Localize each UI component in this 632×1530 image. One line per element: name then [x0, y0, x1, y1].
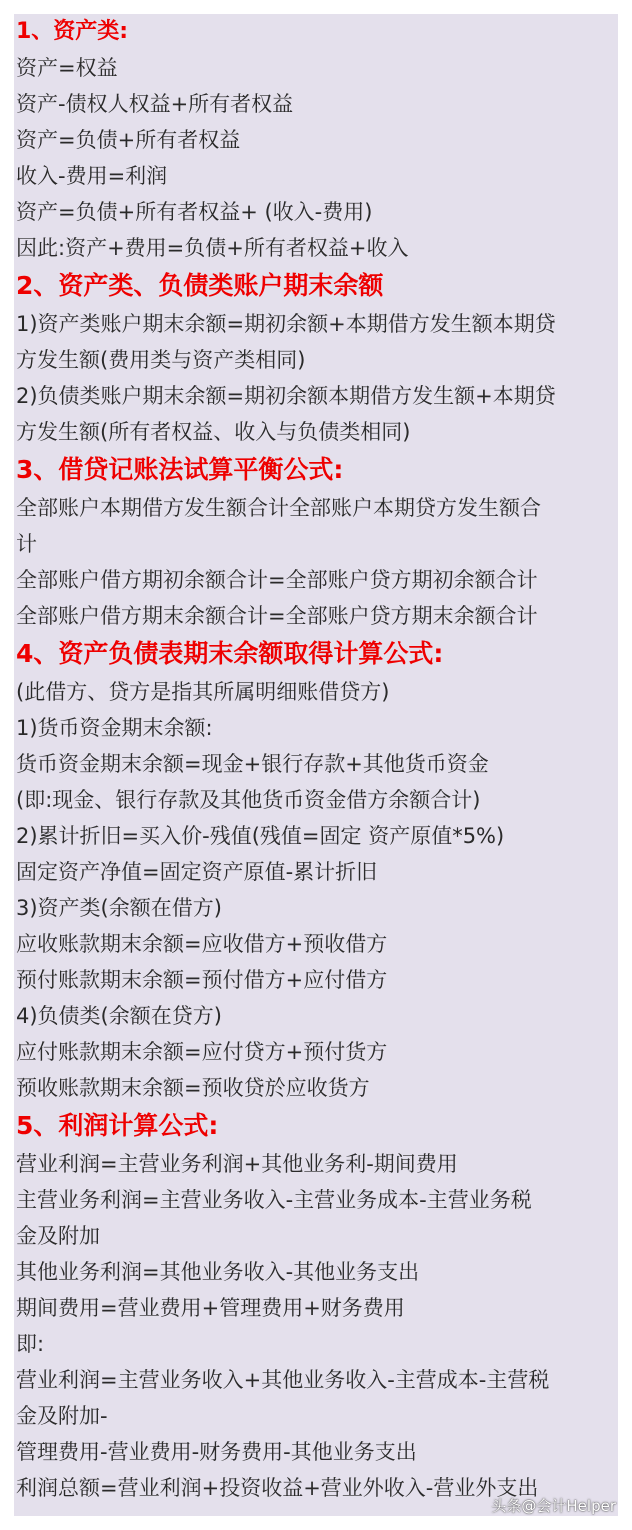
text-line: 即:	[16, 1332, 45, 1356]
text-line: 管理费用-营业费用-财务费用-其他业务支出	[16, 1440, 417, 1464]
text-line: 预收账款期末余额=预收贷於应收货方	[16, 1076, 370, 1100]
text-line: 3)资产类(余额在借方)	[16, 896, 222, 920]
text-line: 方发生额(费用类与资产类相同)	[16, 348, 306, 372]
text-line: (即:现金、银行存款及其他货币资金借方余额合计)	[16, 788, 481, 812]
text-line: 应付账款期末余额=应付贷方+预付货方	[16, 1040, 388, 1064]
section-heading: 2、资产类、负债类账户期末余额	[16, 271, 384, 300]
text-line: 2)负债类账户期末余额=期初余额本期借方发生额+本期贷	[16, 384, 556, 408]
section-heading: 5、利润计算公式:	[16, 1111, 219, 1140]
section-heading: 1、资产类:	[16, 19, 129, 44]
text-line: 营业利润=主营业务收入+其他业务收入-主营成本-主营税	[16, 1368, 550, 1392]
text-line: 利润总额=营业利润+投资收益+营业外收入-营业外支出	[16, 1476, 539, 1500]
text-line: 全部账户借方期初余额合计=全部账户贷方期初余额合计	[16, 568, 538, 592]
text-line: 资产=负债+所有者权益	[16, 128, 241, 152]
formula-panel	[14, 14, 618, 1516]
watermark: 头条@会计Helper	[491, 1497, 616, 1515]
text-line: 因此:资产+费用=负债+所有者权益+收入	[16, 236, 409, 260]
text-line: 预付账款期末余额=预付借方+应付借方	[16, 968, 388, 992]
formula-text-block	[14, 14, 618, 1506]
text-line: 方发生额(所有者权益、收入与负债类相同)	[16, 420, 411, 444]
text-line: 货币资金期末余额=现金+银行存款+其他货币资金	[16, 752, 489, 776]
text-line: 全部账户借方期末余额合计=全部账户贷方期末余额合计	[16, 604, 538, 628]
text-line: (此借方、贷方是指其所属明细账借贷方)	[16, 680, 390, 704]
text-line: 收入-费用=利润	[16, 164, 168, 188]
text-line: 金及附加	[16, 1224, 100, 1248]
text-line: 1)货币资金期末余额:	[16, 716, 213, 740]
text-line: 4)负债类(余额在贷方)	[16, 1004, 222, 1028]
text-line: 资产-债权人权益+所有者权益	[16, 92, 294, 116]
text-line: 应收账款期末余额=应收借方+预收借方	[16, 932, 388, 956]
section-heading: 3、借贷记账法试算平衡公式:	[16, 455, 344, 484]
text-line: 资产=负债+所有者权益+ (收入-费用)	[16, 200, 373, 224]
text-line: 2)累计折旧=买入价-残值(残值=固定 资产原值*5%)	[16, 824, 505, 848]
text-line: 营业利润=主营业务利润+其他业务利-期间费用	[16, 1152, 458, 1176]
text-line: 金及附加-	[16, 1404, 108, 1428]
section-heading: 4、资产负债表期末余额取得计算公式:	[16, 639, 444, 668]
text-line: 固定资产净值=固定资产原值-累计折旧	[16, 860, 378, 884]
text-line: 计	[16, 532, 37, 556]
text-line: 全部账户本期借方发生额合计全部账户本期贷方发生额合	[16, 496, 541, 520]
text-line: 资产=权益	[16, 56, 118, 80]
text-line: 期间费用=营业费用+管理费用+财务费用	[16, 1296, 405, 1320]
text-line: 1)资产类账户期末余额=期初余额+本期借方发生额本期贷	[16, 312, 556, 336]
text-line: 其他业务利润=其他业务收入-其他业务支出	[16, 1260, 420, 1284]
text-line: 主营业务利润=主营业务收入-主营业务成本-主营业务税	[16, 1188, 532, 1212]
